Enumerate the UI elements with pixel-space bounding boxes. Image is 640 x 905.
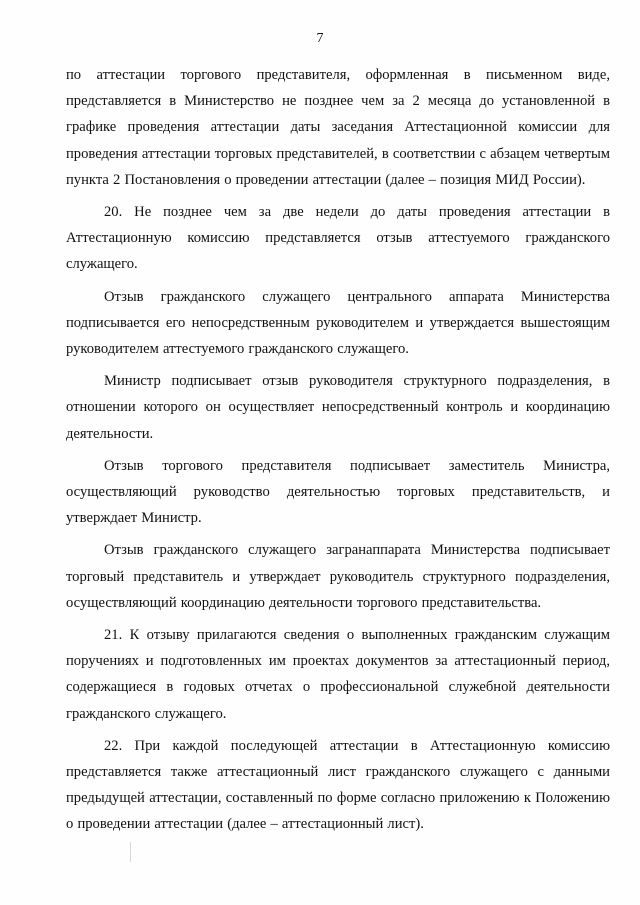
paragraph-minister-review: Министр подписывает отзыв руководителя структурного подразделения, в отношении которого он осуществляет непосредственный контроль и координацию деятельности. [66,373,610,442]
paragraph-item-22: 22. При каждой последующей аттестации в Аттестационную комиссию представляется также аттестационный лист гражданского служащего с данными предыдущей аттестации, составленный по форме согласно приложению к Положению о проведении аттестации (далее – аттестационный лист). [66,737,610,833]
paragraph-trade-representative-review: Отзыв торгового представителя подписывает заместитель Министра, осуществляющий руководство деятельностью торговых представительств, и утверждает Министр. [66,457,610,527]
paragraph-central-office-review: Отзыв гражданского служащего центрального аппарата Министерства подписывается его непосредственным руководителем и утверждается вышестоящим руководителем аттестуемого гражданского служащего. [66,288,610,358]
page-number: 7 [316,31,324,46]
document-body [66,62,610,844]
scan-artifact [130,842,131,862]
paragraph-continuation: по аттестации торгового представителя, оформленная в письменном виде, представляется в Министерство не позднее чем за 2 месяца до установленной в графике проведения аттестации даты заседания Аттестационной комиссии для проведения аттестации торговых представителей, в соответствии с абзацем четвертым пункта 2 Постановления о проведении аттестации (далее – позиция МИД России). [66,67,610,188]
paragraph-item-20: 20. Не позднее чем за две недели до даты проведения аттестации в Аттестационную комиссию представляется отзыв аттестуемого гражданского служащего. [66,204,610,273]
paragraph-foreign-office-review: Отзыв гражданского служащего загранаппарата Министерства подписывает торговый представитель и утверждает руководитель структурного подразделения, осуществляющий координацию деятельности торгового представительства. [66,542,610,611]
paragraph-item-21: 21. К отзыву прилагаются сведения о выполненных гражданским служащим поручениях и подготовленных им проектах документов за аттестационный период, содержащиеся в годовых отчетах о профессиональной служебной деятельности гражданского служащего. [66,627,610,722]
